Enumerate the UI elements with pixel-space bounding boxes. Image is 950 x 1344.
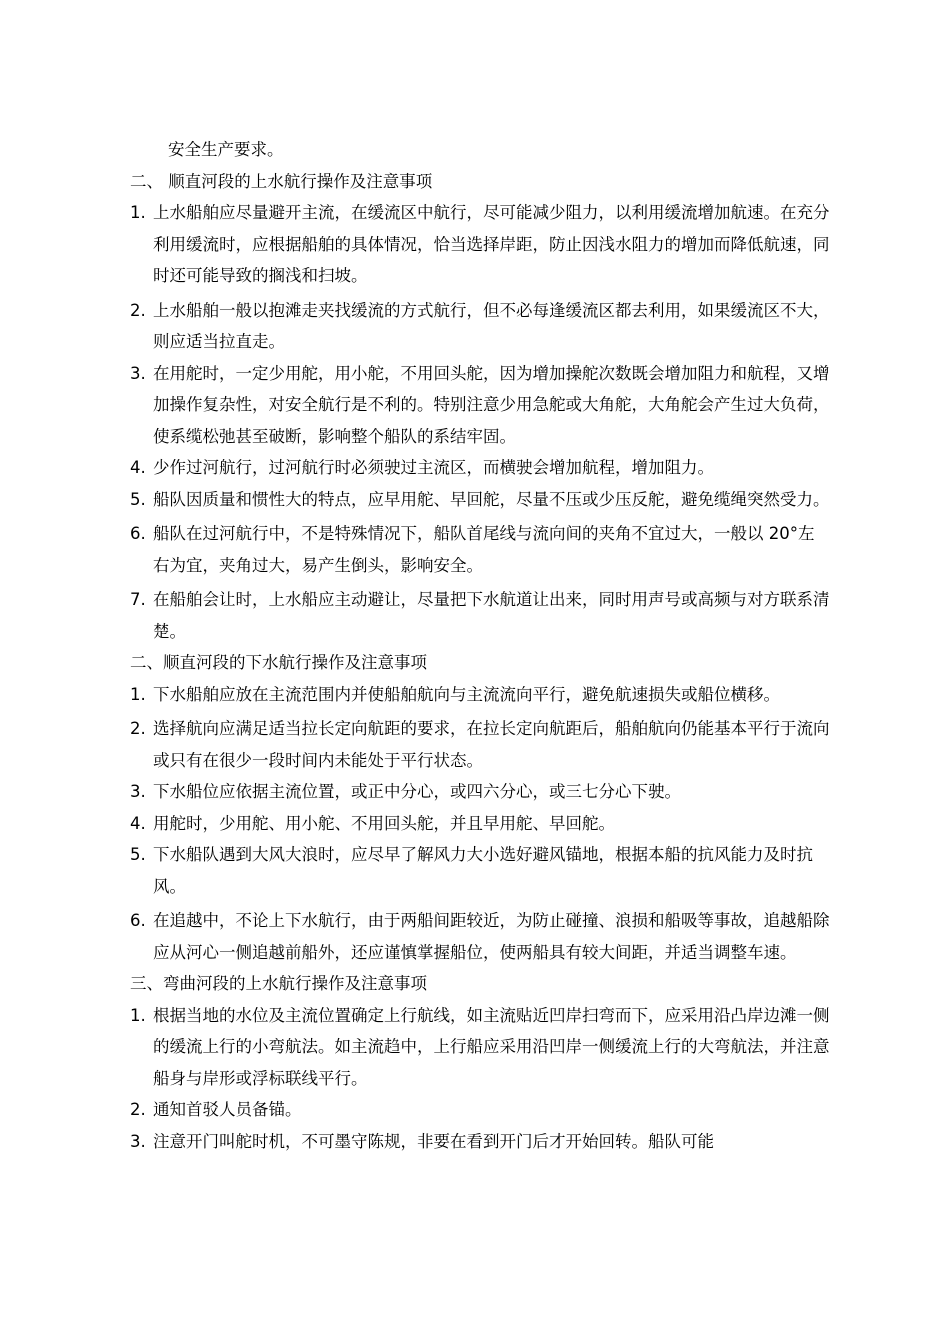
item-number: 6. (130, 524, 146, 543)
list-item (130, 1094, 830, 1126)
list-item (130, 1126, 830, 1158)
list-item (130, 839, 830, 902)
item-text: 少作过河航行，过河航行时必须驶过主流区，而横驶会增加航程，增加阻力。 (153, 458, 714, 477)
item-number: 6. (130, 911, 146, 930)
list-item (130, 518, 830, 581)
item-number: 3. (130, 782, 146, 801)
item-text: 用舵时，少用舵、用小舵、不用回头舵，并且早用舵、早回舵。 (153, 813, 615, 833)
item-number: 4. (130, 813, 146, 833)
list-item (130, 713, 830, 776)
item-text: 船队在过河航行中，不是特殊情况下，船队首尾线与流向间的夹角不宜过大，一般以 20°左右为宜，夹角过大，易产生倒头，影响安全。 (153, 524, 815, 575)
item-text: 下水船舶应放在主流范围内并使船舶航向与主流流向平行，避免航速损失或船位横移。 (153, 684, 780, 704)
section-heading-upstream-bend: 三、弯曲河段的上水航行操作及注意事项 (130, 974, 427, 993)
item-text: 通知首驳人员备锚。 (153, 1100, 302, 1119)
item-text: 在船舶会让时，上水船应主动避让，尽量把下水航道让出来，同时用声号或高频与对方联系清楚。 (153, 590, 830, 641)
continuation-line: 安全生产要求。 (168, 140, 284, 159)
item-number: 2. (130, 300, 146, 320)
list-item (130, 679, 830, 711)
list-item (130, 452, 830, 484)
section-heading-downstream-straight: 二、顺直河段的下水航行操作及注意事项 (130, 653, 427, 672)
item-number: 5. (130, 845, 146, 864)
item-number: 2. (130, 719, 146, 738)
section-list-upstream-bend (130, 1000, 830, 1158)
list-item (130, 584, 830, 647)
item-number: 3. (130, 1131, 146, 1151)
list-item (130, 776, 830, 808)
item-text: 在用舵时，一定少用舵，用小舵，不用回头舵，因为增加操舵次数既会增加阻力和航程，又增加操作复杂性，对安全航行是不利的。特别注意少用急舵或大角舵，大角舵会产生过大负荷，使系缆松弛甚至破断，影响整个船队的系结牢固。 (153, 363, 830, 446)
item-text: 在追越中，不论上下水航行，由于两船间距较近，为防止碰撞、浪损和船吸等事故，追越船除应从河心一侧追越前船外，还应谨慎掌握船位，使两船具有较大间距，并适当调整车速。 (153, 911, 830, 962)
item-number: 1. (130, 1005, 146, 1025)
item-number: 4. (130, 458, 146, 477)
item-number: 2. (130, 1100, 146, 1119)
item-text: 船队因质量和惯性大的特点，应早用舵、早回舵，尽量不压或少压反舵，避免缆绳突然受力。 (153, 489, 830, 509)
section-list-upstream-straight (130, 197, 830, 647)
item-text: 根据当地的水位及主流位置确定上行航线，如主流贴近凹岸扫弯而下，应采用沿凸岸边滩一侧的缓流上行的小弯航法。如主流趋中，上行船应采用沿凹岸一侧缓流上行的大弯航法，并注意船身与岸形或浮标联线平行。 (153, 1005, 830, 1088)
item-number: 1. (130, 684, 146, 704)
list-item (130, 358, 830, 453)
list-item (130, 295, 830, 358)
list-item (130, 808, 830, 840)
item-text: 上水船舶应尽量避开主流，在缓流区中航行，尽可能减少阻力，以利用缓流增加航速。在充分利用缓流时，应根据船舶的具体情况，恰当选择岸距，防止因浅水阻力的增加而降低航速，同时还可能导致的搁浅和扫坡。 (153, 203, 830, 285)
item-number: 5. (130, 489, 146, 509)
item-text: 上水船舶一般以抱滩走夹找缓流的方式航行，但不必每逢缓流区都去利用，如果缓流区不大，则应适当拉直走。 (153, 300, 830, 351)
section-list-downstream-straight (130, 679, 830, 969)
item-text: 选择航向应满足适当拉长定向航距的要求，在拉长定向航距后，船舶航向仍能基本平行于流向或只有在很少一段时间内未能处于平行状态。 (153, 719, 830, 770)
list-item (130, 197, 830, 292)
item-number: 7. (130, 590, 146, 609)
list-item (130, 484, 830, 516)
list-item (130, 905, 830, 968)
item-number: 3. (130, 363, 146, 383)
item-text: 下水船队遇到大风大浪时，应尽早了解风力大小选好避风锚地，根据本船的抗风能力及时抗风。 (153, 845, 813, 896)
item-number: 1. (130, 203, 146, 222)
document-body (130, 134, 830, 1157)
section-heading-upstream-straight: 二、 顺直河段的上水航行操作及注意事项 (130, 171, 433, 191)
item-text: 下水船位应依据主流位置，或正中分心，或四六分心，或三七分心下驶。 (153, 782, 681, 801)
list-item (130, 1000, 830, 1095)
item-text: 注意开门叫舵时机，不可墨守陈规，非要在看到开门后才开始回转。船队可能 (153, 1131, 714, 1151)
